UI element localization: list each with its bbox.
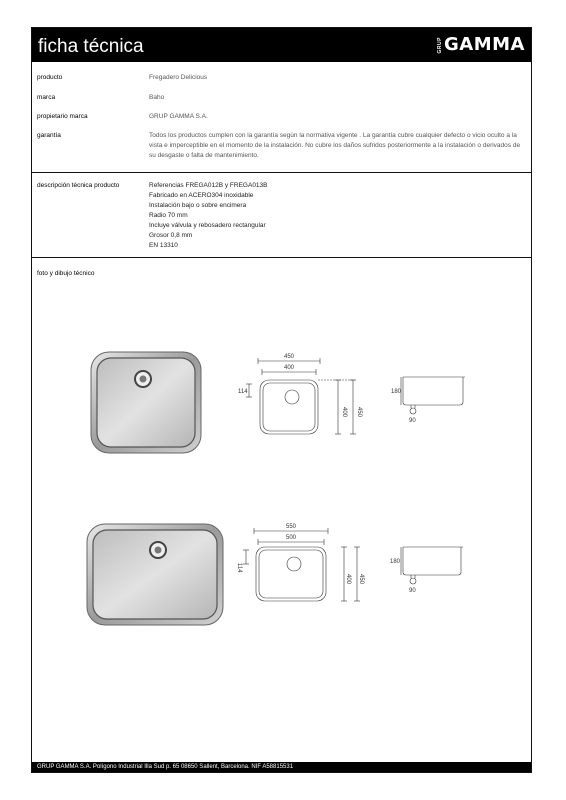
technical-drawing-1-side	[389, 374, 469, 424]
dim-inner-width: 500	[285, 535, 297, 541]
description-line: Grosor 0,8 mm	[149, 232, 193, 239]
dim-offset: 114	[238, 389, 248, 395]
divider	[32, 257, 531, 258]
dim-drain: 90	[409, 418, 416, 424]
footer-bar	[32, 762, 531, 772]
gamma-logo	[437, 34, 525, 55]
dim-outer-width: 550	[285, 524, 297, 530]
description-line: Referencias FREGA012B y FREGA013B	[149, 182, 268, 189]
technical-drawing-1-top	[237, 350, 397, 440]
technical-drawing-2-top	[232, 520, 402, 610]
row-label: garantía	[37, 132, 61, 139]
row-value: Fregadero Delicious	[149, 74, 208, 81]
row-label: marca	[37, 94, 56, 101]
row-value: GRUP GAMMA S.A.	[149, 113, 208, 120]
row-value: Todos los productos cumplen con la garantía según la normativa vigente . La garantía cubre cualquier defecto o vicio oculto a la vista e imperceptible en el momento de la instalación. No cubre los daños sufridos posteriormente a la instalación o derivados de su desgaste o falta de mantenimiento.	[149, 132, 521, 159]
photo-section-label: foto y dibujo técnico	[37, 270, 95, 277]
divider	[32, 172, 531, 173]
row-label: propietario marca	[37, 113, 88, 120]
row-value: Baho	[149, 94, 165, 101]
description-line: Instalación bajo o sobre encimera	[149, 202, 247, 209]
dim-depth: 180	[391, 389, 402, 395]
logo-grup-text: GRUP	[437, 37, 444, 54]
dim-inner-height: 400	[341, 407, 347, 418]
sink-photo-2	[86, 523, 224, 626]
description-line: Fabricado en ACERO304 inoxidable	[149, 192, 254, 199]
dim-offset: 114	[236, 563, 242, 573]
spec-sheet	[31, 27, 532, 773]
header-bar	[32, 28, 531, 62]
description-line: Incluye válvula y rebosadero rectangular	[149, 222, 266, 229]
description-list	[149, 181, 524, 251]
dim-drain: 90	[409, 588, 416, 594]
description-line: Radio 70 mm	[149, 212, 188, 219]
page-title: ficha técnica	[38, 36, 144, 57]
logo-gamma-text: GAMMA	[444, 34, 525, 55]
sink-photo-1	[90, 351, 202, 454]
dim-outer-width: 450	[283, 354, 295, 360]
dim-inner-height: 400	[345, 574, 351, 585]
dim-depth: 180	[390, 559, 401, 565]
technical-drawing-2-side	[387, 544, 467, 594]
footer-address: GRUP GAMMA S.A. Polígono Industrial Illa Sud p. 65 08650 Sallent, Barcelona. NIF A58815531	[37, 764, 294, 770]
dim-outer-height: 450	[358, 574, 364, 585]
description-line: EN 13310	[149, 242, 178, 249]
dim-outer-height: 450	[356, 407, 362, 418]
row-label: producto	[37, 74, 63, 81]
dim-inner-width: 400	[283, 365, 295, 371]
row-label: descripción técnica producto	[37, 182, 120, 189]
